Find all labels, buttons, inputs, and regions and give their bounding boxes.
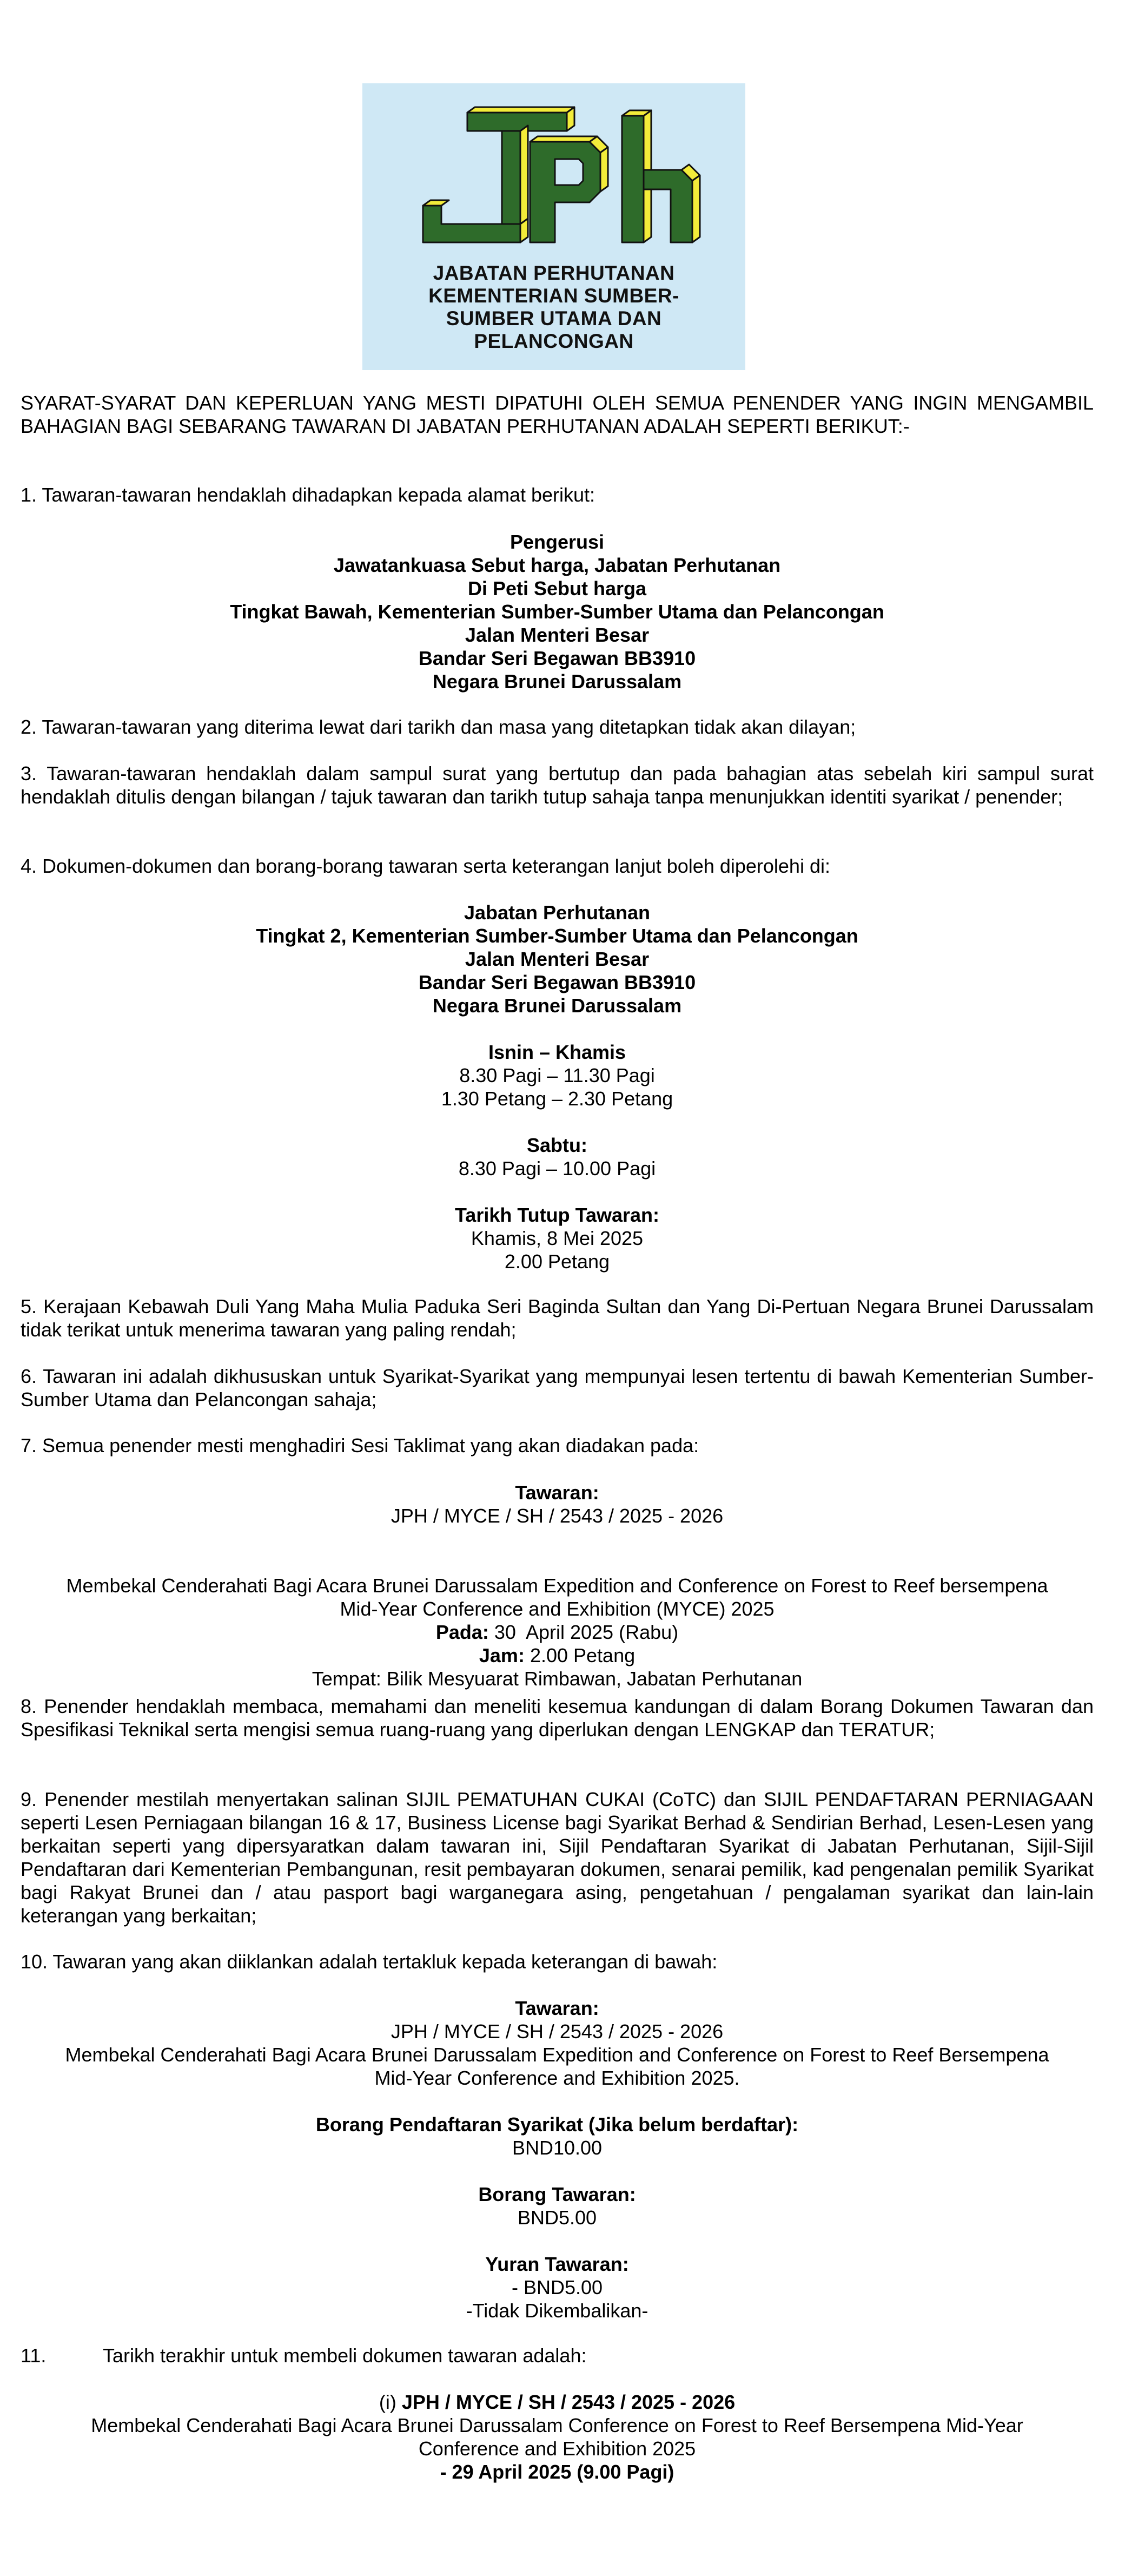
fee-value: - BND5.00 [511,2276,603,2298]
item-6-text: 6. Tawaran ini adalah dikhususkan untuk Syarikat-Syarikat yang mempunyai lesen tertentu di bawah Kementerian Sumber-Sumber Utama dan Pelancongan sahaja; [21,1365,1094,1411]
address-line: Di Peti Sebut harga [467,577,647,599]
address-line: Negara Brunei Darussalam [432,994,682,1017]
item-7-text: 7. Semua penender mesti menghadiri Sesi Taklimat yang akan diadakan pada: [21,1434,699,1457]
address-line: Jalan Menteri Besar [465,948,650,970]
item-2-text: 2. Tawaran-tawaran yang diterima lewat dari tarikh dan masa yang ditetapkan tidak akan dilayan; [21,716,856,738]
date-value: 30 April 2025 (Rabu) [488,1621,679,1643]
item-11-title-line: Conference and Exhibition 2025 [418,2437,696,2460]
item-4-details [21,901,1094,1273]
item-4-text: 4. Dokumen-dokumen dan borang-borang tawaran serta keterangan lanjut boleh diperolehi di: [21,855,830,877]
fee-note: -Tidak Dikembalikan- [466,2300,648,2322]
address-line: Jabatan Perhutanan [464,901,651,924]
item-11-title-line: Membekal Cenderahati Bagi Acara Brunei Darussalam Conference on Forest to Reef Bersempena Mid-Year [91,2414,1023,2436]
item-3-text: 3. Tawaran-tawaran hendaklah dalam sampul surat yang bertutup dan pada bahagian atas sebelah kiri sampul surat hendaklah ditulis dengan bilangan / tajuk tawaran dan tarikh tutup sahaja tanpa menunjukkan identiti syarikat / penender; [21,762,1094,808]
jph-logo [362,83,745,370]
item-1-address [21,530,1094,693]
item-5-text: 5. Kerajaan Kebawah Duli Yang Maha Mulia Paduka Seri Baginda Sultan dan Yang Di-Pertuan Negara Brunei Darussalam tidak terikat untuk menerima tawaran yang paling rendah; [21,1295,1094,1341]
tender-title-line: Mid-Year Conference and Exhibition 2025. [374,2067,740,2089]
venue: Tempat: Bilik Mesyuarat Rimbawan, Jabatan Perhutanan [312,1668,803,1690]
item-11-text: Tarikh terakhir untuk membeli dokumen tawaran adalah: [103,2344,587,2367]
form-label: Borang Tawaran: [478,2183,636,2205]
address-line: Jawatankuasa Sebut harga, Jabatan Perhutanan [333,554,781,576]
tender-label: Tawaran: [515,1481,599,1504]
item-10-details [21,1997,1094,2322]
date-label: Pada: [435,1621,489,1643]
tender-label: Tawaran: [515,1997,599,2019]
item-11-row [21,2344,1094,2367]
logo-caption [362,262,745,353]
weekday-hours: 8.30 Pagi – 11.30 Pagi [459,1064,655,1086]
logo-caption-line: PELANCONGAN [474,330,634,352]
tender-ref: JPH / MYCE / SH / 2543 / 2025 - 2026 [391,2020,724,2043]
closing-time: 2.00 Petang [504,1250,610,1273]
item-8-text: 8. Penender hendaklah membaca, memahami dan meneliti kesemua kandungan di dalam Borang Dokumen Tawaran dan Spesifikasi Teknikal serta mengisi semua ruang-ruang yang diperlukan dengan LENGKAP dan TERATUR; [21,1695,1094,1741]
item-11-number: 11. [21,2344,47,2367]
closing-date: Khamis, 8 Mei 2025 [471,1227,644,1249]
intro-heading: SYARAT-SYARAT DAN KEPERLUAN YANG MESTI DIPATUHI OLEH SEMUA PENENDER YANG INGIN MENGAMBIL BAHAGIAN BAGI SEBARANG TAWARAN DI JABATAN PERHUTANAN ADALAH SEPERTI BERIKUT:- [21,392,1094,437]
item-11-prefix: (i) [379,2391,402,2413]
item-11-ref: JPH / MYCE / SH / 2543 / 2025 - 2026 [401,2391,736,2413]
registration-label: Borang Pendaftaran Syarikat (Jika belum berdaftar): [315,2113,799,2136]
item-11-deadline: - 29 April 2025 (9.00 Pagi) [440,2461,674,2483]
address-line: Bandar Seri Begawan BB3910 [418,647,696,669]
tender-title-line: Membekal Cenderahati Bagi Acara Brunei Darussalam Expedition and Conference on Forest to Reef Bersempena [65,2044,1049,2066]
address-line: Negara Brunei Darussalam [432,670,682,693]
address-line: Tingkat 2, Kementerian Sumber-Sumber Utama dan Pelancongan [256,925,858,947]
form-fee: BND5.00 [517,2206,597,2229]
logo-caption-line: KEMENTERIAN SUMBER- [428,285,679,307]
tender-ref: JPH / MYCE / SH / 2543 / 2025 - 2026 [391,1505,724,1527]
address-line: Jalan Menteri Besar [465,624,650,646]
saturday-label: Sabtu: [527,1134,587,1156]
tender-title-line: Membekal Cenderahati Bagi Acara Brunei Darussalam Expedition and Conference on Forest to Reef bersempena [66,1574,1048,1597]
weekday-hours: 1.30 Petang – 2.30 Petang [441,1088,673,1110]
tender-title-line: Mid-Year Conference and Exhibition (MYCE) 2025 [340,1598,775,1620]
item-11-details [21,2390,1094,2483]
registration-fee: BND10.00 [512,2137,603,2159]
saturday-hours: 8.30 Pagi – 10.00 Pagi [458,1157,656,1180]
item-7-briefing [21,1481,1094,1690]
weekday-label: Isnin – Khamis [488,1041,626,1063]
logo-caption-line: SUMBER UTAMA DAN [446,307,662,330]
fee-label: Yuran Tawaran: [485,2253,629,2275]
address-line: Pengerusi [509,531,605,553]
item-10-text: 10. Tawaran yang akan diiklankan adalah tertakluk kepada keterangan di bawah: [21,1951,718,1973]
item-1-text: 1. Tawaran-tawaran hendaklah dihadapkan kepada alamat berikut: [21,484,595,506]
logo-caption-line: JABATAN PERHUTANAN [433,262,675,284]
time-label: Jam: [479,1644,525,1666]
time-value: 2.00 Petang [524,1644,636,1666]
item-9-text: 9. Penender mestilah menyertakan salinan SIJIL PEMATUHAN CUKAI (CoTC) dan SIJIL PENDAFTARAN PERNIAGAAN seperti Lesen Perniagaan bilangan 16 & 17, Business License bagi Syarikat Berhad & Sendirian Berhad, Lesen-Lesen yang berkaitan seperti yang dipersyaratkan dalam tawaran ini, Sijil Pendaftaran Syarikat di Jabatan Perhutanan, Sijil-Sijil Pendaftaran dari Kementerian Pembangunan, resit pembayaran dokumen, senarai pemilik, kad pengenalan pemilik Syarikat bagi Rakyat Brunei dan / atau pasport bagi warganegara asing, pengetahuan / pengalaman syarikat dan lain-lain keterangan yang berkaitan; [21,1788,1094,1927]
closing-label: Tarikh Tutup Tawaran: [454,1204,660,1226]
address-line: Bandar Seri Begawan BB3910 [418,971,696,993]
address-line: Tingkat Bawah, Kementerian Sumber-Sumber Utama dan Pelancongan [230,601,884,623]
